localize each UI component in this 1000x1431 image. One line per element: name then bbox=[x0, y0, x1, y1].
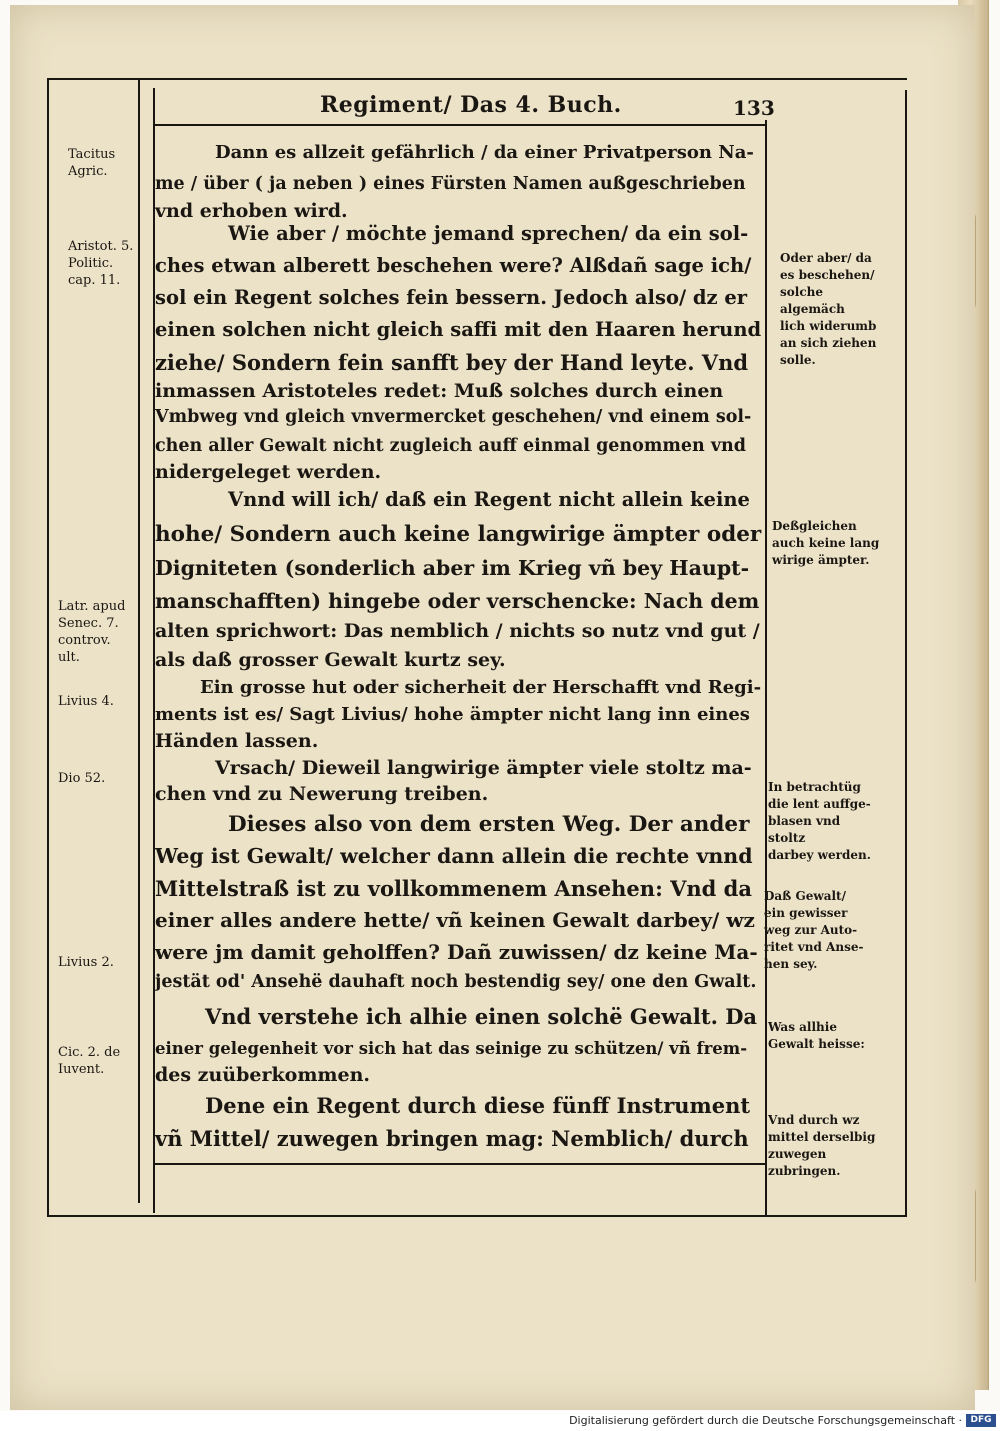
body-line: Dene ein Regent durch diese fünff Instrument bbox=[205, 1093, 751, 1118]
body-line: me / über ( ja neben ) eines Fürsten Namen außgeschrieben bbox=[155, 174, 746, 194]
header-rule bbox=[153, 124, 767, 126]
dfg-logo: DFG bbox=[966, 1414, 996, 1427]
body-line: Vmbweg vnd gleich vnvermercket geschehen/ vnd einem sol- bbox=[155, 407, 752, 427]
running-title: Regiment/ Das 4. Buch. bbox=[320, 92, 622, 118]
body-line: als daß grosser Gewalt kurtz sey. bbox=[155, 649, 506, 671]
right-note: In betrachtüg die lent auffge- blasen vnd stoltz darbey werden. bbox=[768, 780, 871, 862]
body-line: ments ist es/ Sagt Livius/ hohe ämpter nicht lang inn eines bbox=[155, 704, 750, 725]
text-right-rule bbox=[765, 120, 767, 1215]
body-line: Dieses also von dem ersten Weg. Der ander bbox=[228, 812, 750, 837]
right-note: Deßgleichen auch keine lang wirige ämpter. bbox=[772, 519, 880, 567]
body-line: Vnd verstehe ich alhie einen solchë Gewalt. Da bbox=[205, 1004, 758, 1029]
right-note: Vnd durch wz mittel derselbig zuwegen zubringen. bbox=[768, 1113, 876, 1178]
body-line: chen aller Gewalt nicht zugleich auff einmal genommen vnd bbox=[155, 436, 746, 456]
left-note: Livius 2. bbox=[58, 955, 114, 970]
body-line: manschafften) hingebe oder verschencke: Nach dem bbox=[155, 589, 760, 613]
body-line: Weg ist Gewalt/ welcher dann allein die rechte vnnd bbox=[155, 844, 753, 868]
inner-left-rule bbox=[138, 78, 140, 1203]
body-line: inmassen Aristoteles redet: Muß solches durch einen bbox=[155, 380, 724, 402]
body-line: jestät od' Ansehë dauhaft noch bestendig sey/ one den Gwalt. bbox=[155, 972, 757, 992]
body-line: Vnnd will ich/ daß ein Regent nicht allein keine bbox=[228, 488, 750, 511]
body-line: Ein grosse hut oder sicherheit der Herschafft vnd Regi- bbox=[200, 677, 762, 698]
body-line: des zuüberkommen. bbox=[155, 1064, 371, 1086]
body-line: chen vnd zu Newerung treiben. bbox=[155, 783, 489, 805]
body-line: Dann es allzeit gefährlich / da einer Privatperson Na- bbox=[215, 142, 754, 163]
footer-bar bbox=[0, 1411, 1000, 1431]
body-line: Händen lassen. bbox=[155, 730, 319, 752]
page-number: 133 bbox=[733, 96, 775, 120]
right-note: Daß Gewalt/ ein gewisser weg zur Auto- ritet vnd Anse- hen sey. bbox=[764, 889, 864, 971]
right-note: Oder aber/ da es beschehen/ solche algemäch lich widerumb an sich ziehen solle. bbox=[780, 251, 877, 367]
body-line: ziehe/ Sondern fein sanfft bey der Hand leyte. Vnd bbox=[155, 350, 749, 375]
frame-top-line bbox=[47, 78, 907, 80]
body-line: einer alles andere hette/ vñ keinen Gewalt darbey/ wz bbox=[155, 908, 755, 932]
body-line: einen solchen nicht gleich saffi mit den Haaren herund bbox=[155, 318, 762, 341]
frame-left-line bbox=[47, 78, 49, 1217]
frame-bottom-line bbox=[47, 1215, 907, 1217]
text-bottom-rule bbox=[153, 1163, 767, 1165]
body-line: were jm damit geholffen? Dañ zuwissen/ dz keine Ma- bbox=[155, 940, 758, 964]
left-note: Livius 4. bbox=[58, 694, 114, 709]
body-line: sol ein Regent solches fein bessern. Jedoch also/ dz er bbox=[155, 286, 748, 309]
body-line: Mittelstraß ist zu vollkommenem Ansehen: Vnd da bbox=[155, 876, 752, 901]
right-note: Was allhie Gewalt heisse: bbox=[768, 1020, 865, 1051]
left-note: Dio 52. bbox=[58, 771, 106, 786]
body-line: alten sprichwort: Das nemblich / nichts so nutz vnd gut / bbox=[155, 620, 760, 642]
left-note: Aristot. 5. Politic. cap. 11. bbox=[68, 239, 134, 288]
funding-credit: Digitalisierung gefördert durch die Deutsche Forschungsgemeinschaft · bbox=[569, 1414, 962, 1427]
body-line: vnd erhoben wird. bbox=[155, 200, 348, 222]
left-note: Latr. apud Senec. 7. controv. ult. bbox=[58, 599, 126, 665]
frame-right-line bbox=[905, 90, 907, 1217]
body-line: Vrsach/ Dieweil langwirige ämpter viele stoltz ma- bbox=[215, 757, 752, 779]
body-line: einer gelegenheit vor sich hat das seinige zu schützen/ vñ frem- bbox=[155, 1039, 748, 1058]
body-line: ches etwan alberett beschehen were? Alßdañ sage ich/ bbox=[155, 254, 752, 277]
body-line: nidergeleget werden. bbox=[155, 461, 382, 483]
body-line: vñ Mittel/ zuwegen bringen mag: Nemblich/ durch bbox=[155, 1126, 749, 1151]
body-line: hohe/ Sondern auch keine langwirige ämpter oder bbox=[155, 522, 762, 547]
body-line: Digniteten (sonderlich aber im Krieg vñ bey Haupt- bbox=[155, 556, 750, 580]
left-note: Cic. 2. de Iuvent. bbox=[58, 1045, 121, 1077]
left-note: Tacitus Agric. bbox=[68, 147, 116, 179]
body-line: Wie aber / möchte jemand sprechen/ da ein sol- bbox=[228, 222, 749, 245]
